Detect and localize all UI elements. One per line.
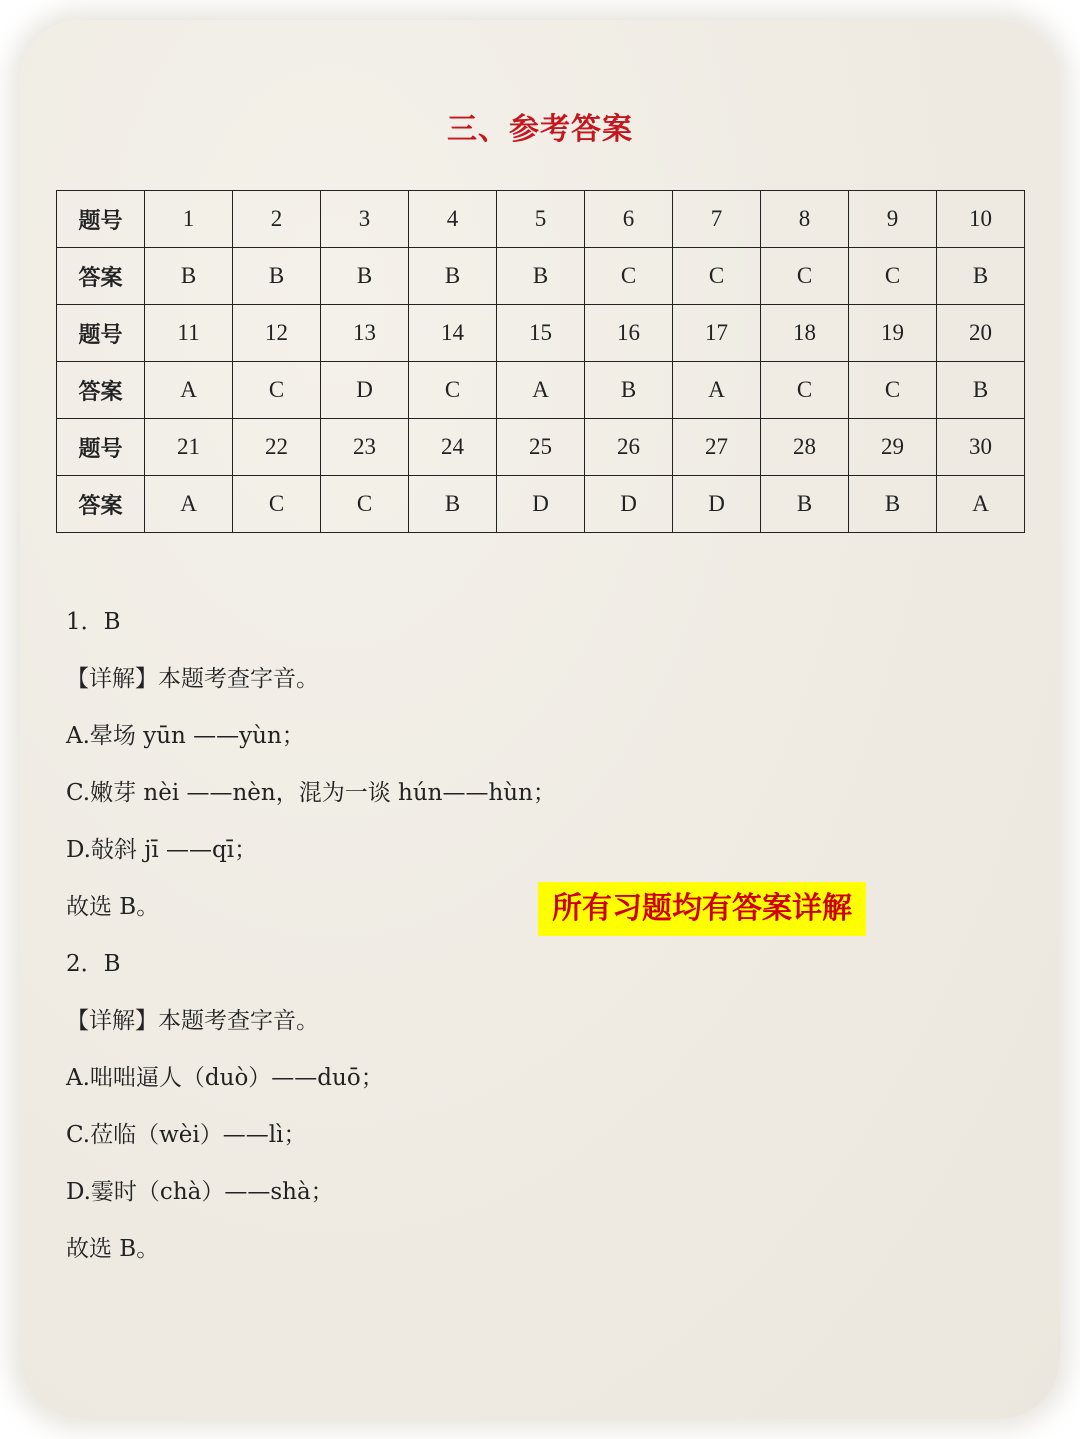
explanation-line: 【详解】本题考查字音。 [66, 666, 319, 692]
table-cell: C [849, 362, 937, 419]
table-row [57, 419, 1025, 476]
table-cell: 29 [849, 419, 937, 476]
table-cell: 25 [497, 419, 585, 476]
row-header: 题号 [57, 191, 145, 248]
table-cell: 5 [497, 191, 585, 248]
explanation-line: C.嫩芽 nèi ——nèn，混为一谈 hún——hùn； [66, 780, 556, 806]
row-header: 答案 [57, 248, 145, 305]
table-row [57, 191, 1025, 248]
explanation-line: 故选 B。 [66, 894, 160, 920]
table-cell: C [409, 362, 497, 419]
promo-banner: 所有习题均有答案详解 [538, 882, 866, 936]
table-cell: 10 [937, 191, 1025, 248]
table-cell: 20 [937, 305, 1025, 362]
table-cell: B [937, 248, 1025, 305]
table-cell: 30 [937, 419, 1025, 476]
table-cell: 23 [321, 419, 409, 476]
table-cell: B [761, 476, 849, 533]
table-cell: D [673, 476, 761, 533]
explanation-line: 故选 B。 [66, 1236, 160, 1262]
table-cell: A [145, 476, 233, 533]
table-cell: 8 [761, 191, 849, 248]
table-cell: 19 [849, 305, 937, 362]
table-cell: B [145, 248, 233, 305]
explanation-line: D.敧斜 jī ——qī； [66, 837, 258, 863]
table-cell: 12 [233, 305, 321, 362]
answer-heading: 2．B [66, 951, 121, 977]
table-cell: C [673, 248, 761, 305]
explanation-line: A.咄咄逼人（duò）——duō； [66, 1065, 384, 1091]
table-cell: 24 [409, 419, 497, 476]
row-header: 题号 [57, 305, 145, 362]
table-cell: B [233, 248, 321, 305]
table-cell: B [937, 362, 1025, 419]
table-cell: 4 [409, 191, 497, 248]
table-cell: 17 [673, 305, 761, 362]
table-cell: C [849, 248, 937, 305]
table-cell: B [321, 248, 409, 305]
table-cell: 16 [585, 305, 673, 362]
table-cell: 22 [233, 419, 321, 476]
table-cell: 2 [233, 191, 321, 248]
table-cell: 18 [761, 305, 849, 362]
table-cell: D [585, 476, 673, 533]
explanation-line: 【详解】本题考查字音。 [66, 1008, 319, 1034]
table-cell: A [145, 362, 233, 419]
table-cell: B [497, 248, 585, 305]
table-cell: 6 [585, 191, 673, 248]
answer-table [56, 190, 1025, 533]
table-cell: 1 [145, 191, 233, 248]
table-cell: D [321, 362, 409, 419]
table-cell: B [585, 362, 673, 419]
table-cell: 28 [761, 419, 849, 476]
explanations [66, 598, 966, 1282]
table-cell: A [673, 362, 761, 419]
table-cell: D [497, 476, 585, 533]
table-cell: 27 [673, 419, 761, 476]
table-cell: C [761, 362, 849, 419]
table-cell: C [321, 476, 409, 533]
table-cell: 3 [321, 191, 409, 248]
table-cell: 21 [145, 419, 233, 476]
table-cell: B [409, 248, 497, 305]
explanation-line: C.莅临（wèi）——lì； [66, 1122, 307, 1148]
table-cell: 11 [145, 305, 233, 362]
table-cell: 13 [321, 305, 409, 362]
table-cell: C [761, 248, 849, 305]
table-cell: B [849, 476, 937, 533]
table-row [57, 305, 1025, 362]
table-cell: 7 [673, 191, 761, 248]
table-cell: 15 [497, 305, 585, 362]
table-cell: 26 [585, 419, 673, 476]
row-header: 答案 [57, 476, 145, 533]
answer-heading: 1．B [66, 609, 121, 635]
table-row [57, 248, 1025, 305]
table-cell: B [409, 476, 497, 533]
table-cell: A [497, 362, 585, 419]
page-title: 三、参考答案 [447, 112, 633, 147]
table-row [57, 362, 1025, 419]
row-header: 题号 [57, 419, 145, 476]
table-cell: 14 [409, 305, 497, 362]
row-header: 答案 [57, 362, 145, 419]
explanation-line: A.晕场 yūn ——yùn； [66, 723, 305, 749]
table-cell: C [233, 476, 321, 533]
table-cell: C [233, 362, 321, 419]
table-cell: 9 [849, 191, 937, 248]
explanation-line: D.霎时（chà）——shà； [66, 1179, 334, 1205]
table-row [57, 476, 1025, 533]
table-cell: A [937, 476, 1025, 533]
table-cell: C [585, 248, 673, 305]
